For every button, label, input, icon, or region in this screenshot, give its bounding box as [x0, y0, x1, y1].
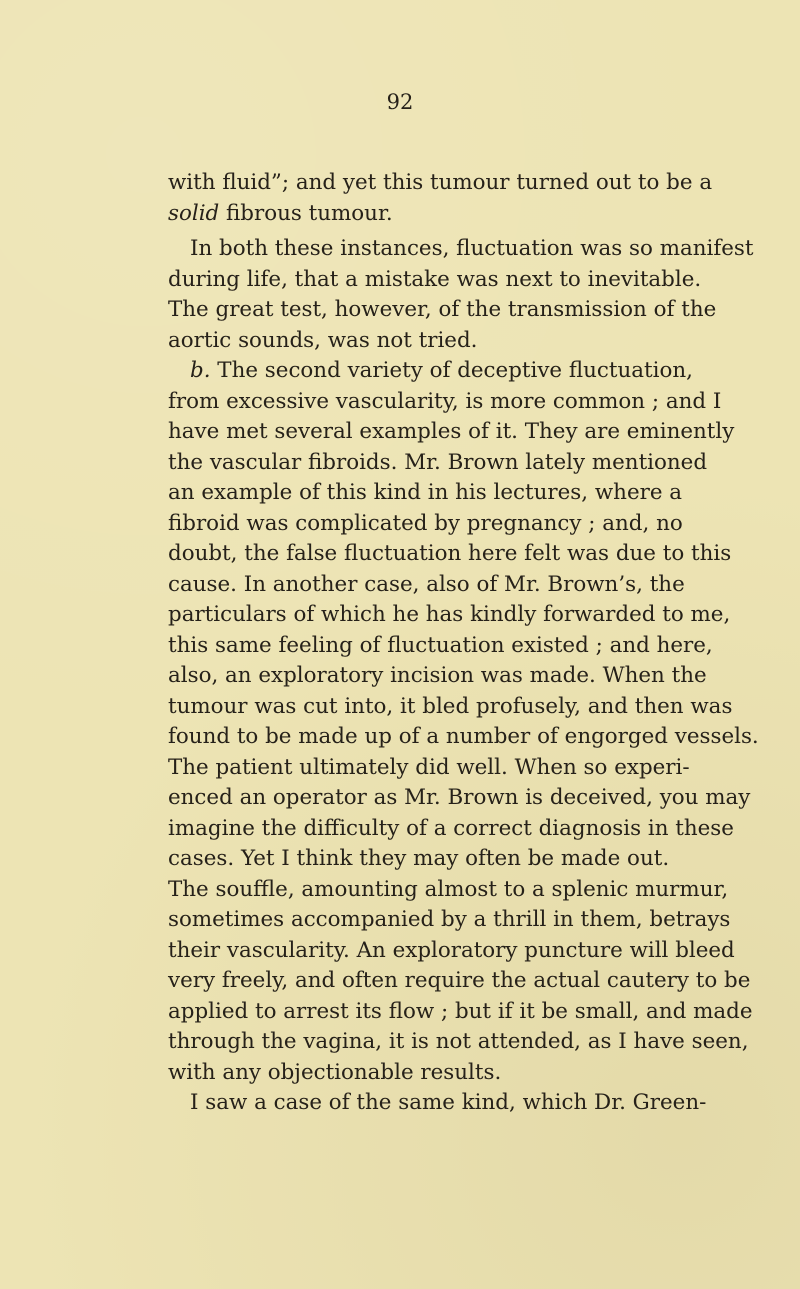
paragraph-3-line-24: with any objectionable results. [168, 1059, 502, 1085]
text-line [168, 600, 731, 631]
paragraph-3-line-8: cause. In another case, also of Mr. Brown’s, the [168, 571, 685, 597]
paragraph-3-line-9: particulars of which he has kindly forwarded to me, [168, 602, 731, 627]
text-line [168, 234, 754, 265]
text-line [168, 326, 648, 357]
paragraph-3-line-19: sometimes accompanied by a thrill in them, betrays [168, 907, 731, 932]
paragraph-3-line-18: The souffle, amounting almost to a splenic murmur, [168, 876, 729, 902]
text-line [168, 168, 713, 199]
body-text [168, 168, 759, 1119]
paragraph-3-line-2: from excessive vascularity, is more common ; and I [168, 388, 722, 414]
text-line [168, 692, 733, 723]
text-line [168, 661, 707, 692]
text-line [168, 844, 670, 875]
text-line [168, 966, 751, 997]
paragraph-3-line-4: the vascular fibroids. Mr. Brown lately mentioned [168, 449, 708, 475]
paragraph-3-line-7: doubt, the false fluctuation here felt was due to this [168, 541, 732, 566]
text-line [168, 509, 683, 540]
text-line [168, 448, 708, 479]
paragraph-3-line-15: enced an operator as Mr. Brown is deceived, you may [168, 785, 751, 810]
text-line [168, 356, 693, 387]
paragraph-3-line-3: have met several examples of it. They are eminently [168, 419, 735, 444]
paragraph-3-line-10: this same feeling of fluctuation existed ; and here, [168, 632, 713, 658]
paragraph-2-line-3: The great test, however, of the transmission of the [168, 297, 717, 322]
text-line [168, 1058, 648, 1089]
text-line [168, 539, 732, 570]
italic-b-marker: b. [190, 358, 211, 383]
text-line [168, 1088, 707, 1119]
paragraph-3-line-20: their vascularity. An exploratory puncture will bleed [168, 937, 735, 963]
text-line [168, 905, 731, 936]
paragraph-1-line-1: with fluid”; and yet this tumour turned out to be a [168, 170, 713, 195]
paragraph-3-line-1-rest: The second variety of deceptive fluctuation, [210, 358, 693, 383]
text-line [168, 722, 759, 753]
paragraph-2-line-4: aortic sounds, was not tried. [168, 327, 478, 353]
paragraph-3-line-16: imagine the difficulty of a correct diagnosis in these [168, 815, 734, 841]
text-line [168, 875, 729, 906]
text-line [168, 753, 690, 784]
paragraph-3-line-22: applied to arrest its flow ; but if it be small, and made [168, 998, 753, 1024]
text-line [168, 783, 751, 814]
paragraph-2-line-2: during life, that a mistake was next to inevitable. [168, 266, 702, 292]
paragraph-3-line-12: tumour was cut into, it bled profusely, and then was [168, 693, 733, 719]
text-line [168, 387, 722, 418]
text-line [168, 997, 753, 1028]
text-line [168, 631, 713, 662]
text-line [168, 199, 648, 230]
paragraph-3-line-14: The patient ultimately did well. When so experi- [168, 754, 690, 780]
paragraph-1-line-2-rest: fibrous tumour. [219, 200, 393, 226]
text-line [168, 478, 683, 509]
paragraph-3-line-23: through the vagina, it is not attended, as I have seen, [168, 1029, 749, 1054]
text-line [168, 417, 735, 448]
paragraph-3-line-5: an example of this kind in his lectures, where a [168, 480, 683, 505]
paragraph-3-line-6: fibroid was complicated by pregnancy ; and, no [168, 510, 683, 536]
paragraph-3-line-13: found to be made up of a number of engorged vessels. [168, 724, 759, 749]
text-line [168, 936, 735, 967]
text-line [168, 295, 717, 326]
paragraph-3-line-11: also, an exploratory incision was made. When the [168, 663, 707, 688]
text-line [168, 1027, 749, 1058]
text-line [168, 265, 702, 296]
paragraph-3-line-21: very freely, and often require the actual cautery to be [168, 968, 751, 993]
page-number: 92 [386, 90, 414, 114]
text-line [168, 814, 734, 845]
paragraph-4-line-1: I saw a case of the same kind, which Dr. Green- [190, 1090, 707, 1115]
paragraph-3-line-17: cases. Yet I think they may often be made out. [168, 846, 670, 871]
paragraph-2-line-1: In both these instances, fluctuation was so manifest [190, 236, 754, 261]
italic-solid: solid [168, 200, 220, 226]
text-line [168, 570, 685, 601]
